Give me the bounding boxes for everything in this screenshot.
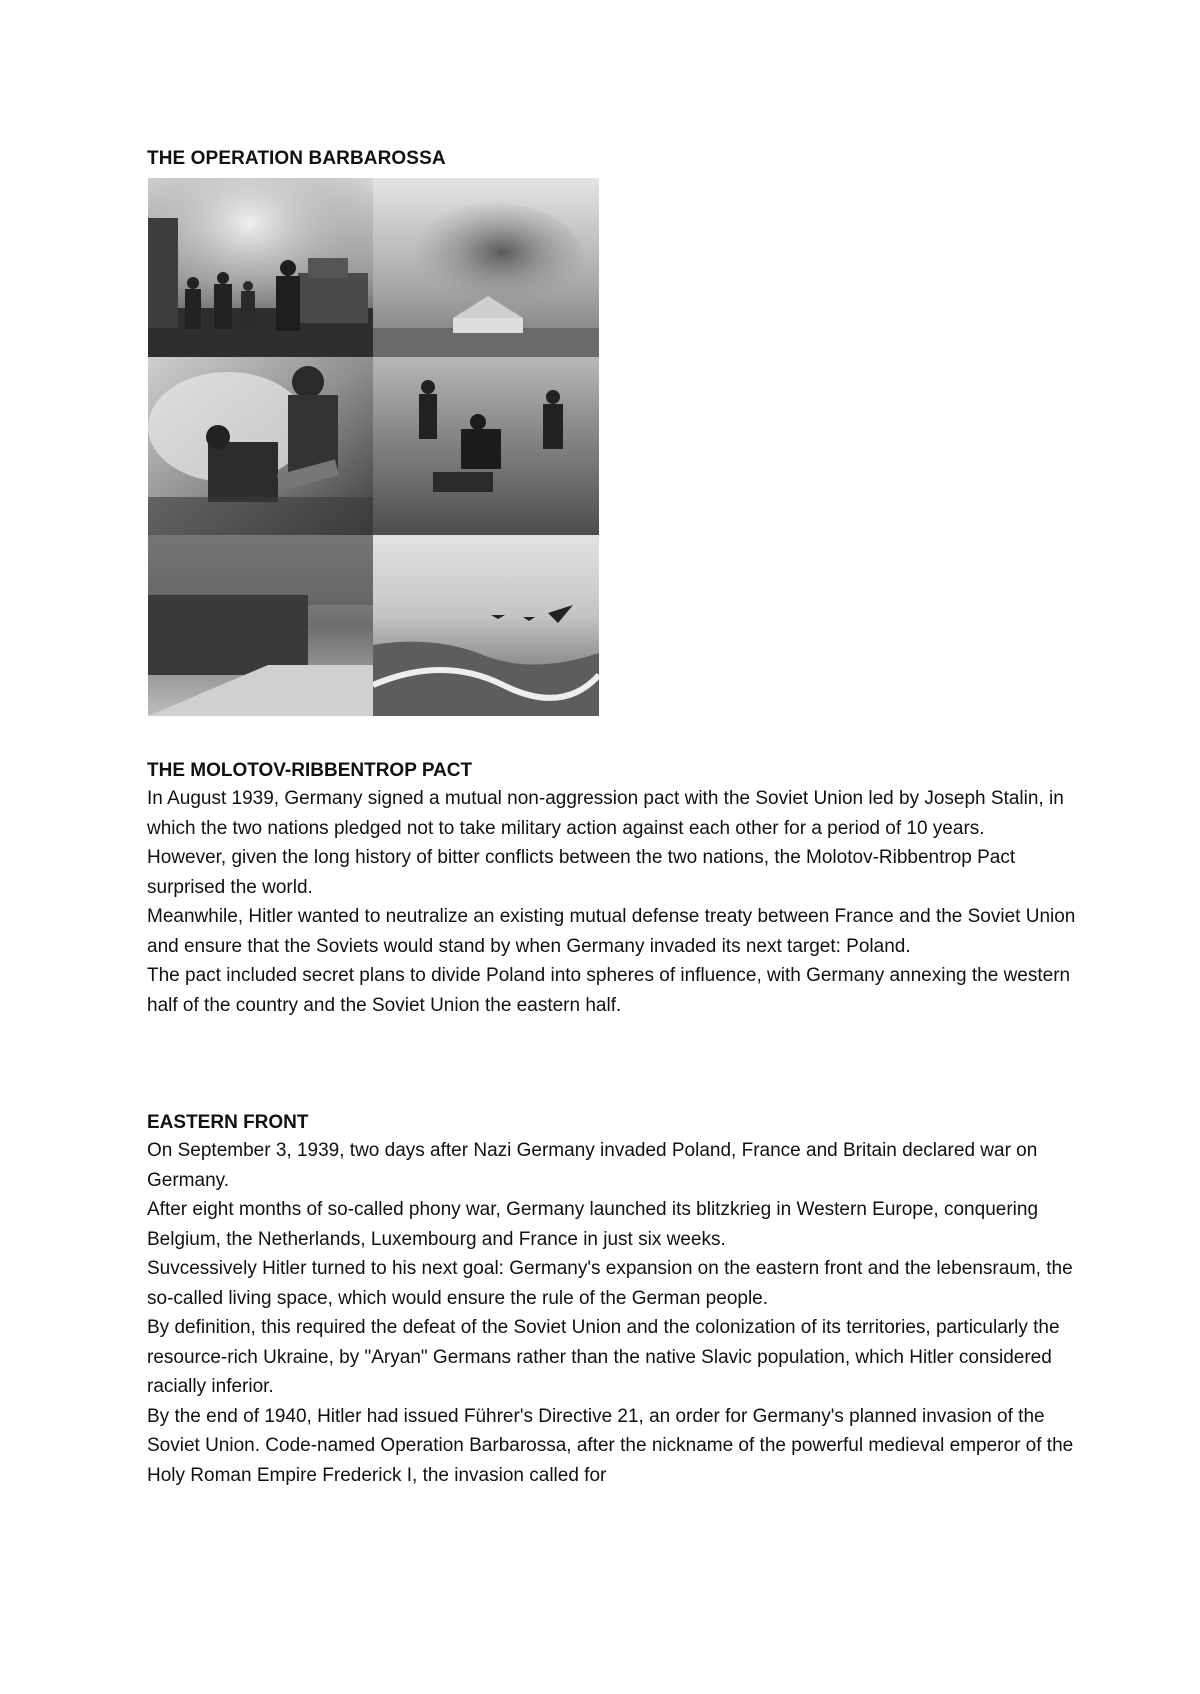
section-body-molotov-ribbentrop <box>147 784 1077 1020</box>
paragraph: Meanwhile, Hitler wanted to neutralize an existing mutual defense treaty between France and the Soviet Union and ensure that the Soviets would stand by when Germany invaded its next target: Poland. <box>147 906 1076 957</box>
paragraph: In August 1939, Germany signed a mutual non-aggression pact with the Soviet Union led by Joseph Stalin, in which the two nations pledged not to take military action against each other for a period of 10 years. <box>147 788 1064 839</box>
section-heading-eastern-front: EASTERN FRONT <box>147 1112 309 1133</box>
paragraph: However, given the long history of bitter conflicts between the two nations, the Molotov-Ribbentrop Pact surprised the world. <box>147 847 1016 898</box>
paragraph: On September 3, 1939, two days after Nazi Germany invaded Poland, France and Britain declared war on Germany. <box>147 1140 1038 1191</box>
paragraph: By the end of 1940, Hitler had issued Führer's Directive 21, an order for Germany's planned invasion of the Soviet Union. Code-named Operation Barbarossa, after the nickname of the powerful medieval emperor of the Holy Roman Empire Frederick I, the invasion called for <box>147 1405 1074 1486</box>
photo-marching-column <box>148 535 373 716</box>
photo-soldiers-smoke <box>148 357 373 535</box>
section-heading-molotov-ribbentrop: THE MOLOTOV-RIBBENTROP PACT <box>147 760 473 781</box>
photo-soldiers-tank <box>148 178 373 357</box>
section-body-eastern-front <box>147 1136 1077 1490</box>
paragraph: The pact included secret plans to divide Poland into spheres of influence, with Germany annexing the western half of the country and the Soviet Union the eastern half. <box>147 965 1071 1016</box>
paragraph: After eight months of so-called phony war, Germany launched its blitzkrieg in Western Europe, conquering Belgium, the Netherlands, Luxembourg and France in just six weeks. <box>147 1199 1039 1250</box>
photo-soldiers-field <box>373 357 599 535</box>
document-title: THE OPERATION BARBAROSSA <box>147 148 446 169</box>
paragraph: By definition, this required the defeat of the Soviet Union and the colonization of its territories, particularly the resource-rich Ukraine, by "Aryan" Germans rather than the native Slavic population, which Hitler considered racially inferior. <box>147 1317 1060 1397</box>
photo-burning-village <box>373 178 599 357</box>
photo-collage <box>148 178 599 716</box>
photo-aircraft-river <box>373 535 599 716</box>
paragraph: Suvcessively Hitler turned to his next goal: Germany's expansion on the eastern front and the lebensraum, the so-called living space, which would ensure the rule of the German people. <box>147 1258 1073 1309</box>
